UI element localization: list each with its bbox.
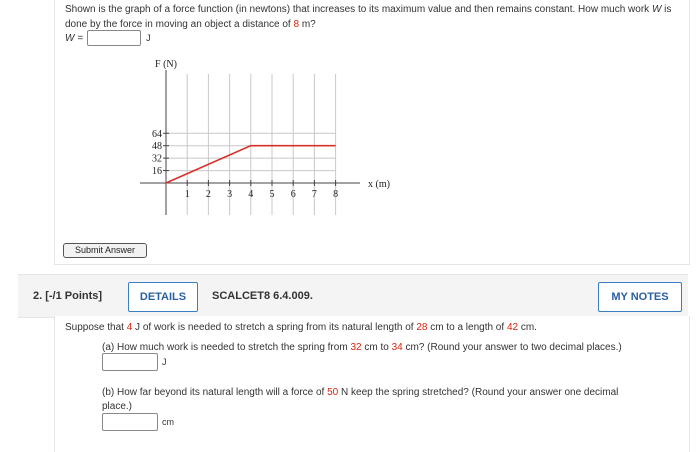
part-a-text: [102, 341, 622, 355]
force-value: 50: [327, 387, 339, 398]
intro-text: J of work is needed to stretch a spring from its natural length of: [132, 322, 417, 333]
part-b-unit: cm: [162, 417, 174, 427]
y-tick-label: 48: [152, 141, 162, 153]
part-b-text-part: place.): [102, 401, 133, 412]
y-tick-label: 32: [152, 153, 162, 165]
x-axis-label: x (m): [368, 179, 390, 190]
my-notes-button[interactable]: MY NOTES: [598, 282, 682, 312]
question-2-intro: [65, 321, 537, 335]
distance-value: 8: [293, 19, 300, 30]
x-tick-label: 2: [205, 189, 211, 200]
y-tick-label: 64: [152, 128, 162, 140]
question-2-number: 2. [-/1 Points]: [33, 290, 103, 302]
question-text-part: is done by the force in moving an object a distance of: [65, 4, 672, 30]
question-2-card: [54, 316, 690, 452]
natural-length-value: 28: [416, 322, 428, 333]
from-length-value: 32: [350, 342, 362, 353]
x-tick-label: 5: [269, 189, 275, 200]
x-tick-label: 7: [311, 189, 317, 200]
part-b-answer-input[interactable]: [102, 413, 158, 431]
answer-unit: J: [146, 33, 151, 43]
submit-answer-button[interactable]: Submit Answer: [63, 243, 147, 258]
y-axis-label: F (N): [155, 59, 177, 70]
x-tick-label: 4: [248, 189, 254, 200]
part-a-text-part: cm? (Round your answer to two decimal places.): [402, 342, 622, 353]
part-a-text-part: cm to: [361, 342, 392, 353]
part-a-answer-row: [102, 353, 167, 371]
y-tick-label: 16: [152, 166, 162, 178]
stretched-length-value: 42: [506, 322, 519, 333]
question-2-header: [18, 274, 688, 318]
part-a-answer-input[interactable]: [102, 353, 158, 371]
question-text-part: Shown is the graph of a force function (in newtons) that increases to its maximum value and then remains constant. How much work: [65, 4, 652, 15]
x-tick-label: 3: [227, 189, 233, 200]
part-b-text: [102, 386, 662, 414]
details-button[interactable]: DETAILS: [128, 282, 198, 312]
x-tick-label: 1: [184, 189, 190, 200]
intro-text: cm to a length of: [427, 322, 507, 333]
intro-text: Suppose that: [65, 322, 127, 333]
part-b-text-part: N keep the spring stretched? (Round your answer one decimal: [338, 387, 619, 398]
x-tick-label: 8: [333, 189, 339, 200]
question-text-part: m?: [299, 19, 316, 30]
question-2-code: SCALCET8 6.4.009.: [212, 290, 313, 302]
answer-label: W =: [65, 32, 84, 44]
intro-text: cm.: [518, 322, 537, 333]
part-b-answer-row: [102, 413, 174, 431]
part-a-unit: J: [162, 357, 167, 367]
variable-w: W: [651, 4, 662, 15]
part-b-text-part: (b) How far beyond its natural length will a force of: [102, 387, 328, 398]
part-a-text-part: (a) How much work is needed to stretch the spring from: [102, 342, 351, 353]
work-value: 4: [126, 322, 133, 333]
x-tick-label: 6: [290, 189, 296, 200]
to-length-value: 34: [391, 342, 403, 353]
